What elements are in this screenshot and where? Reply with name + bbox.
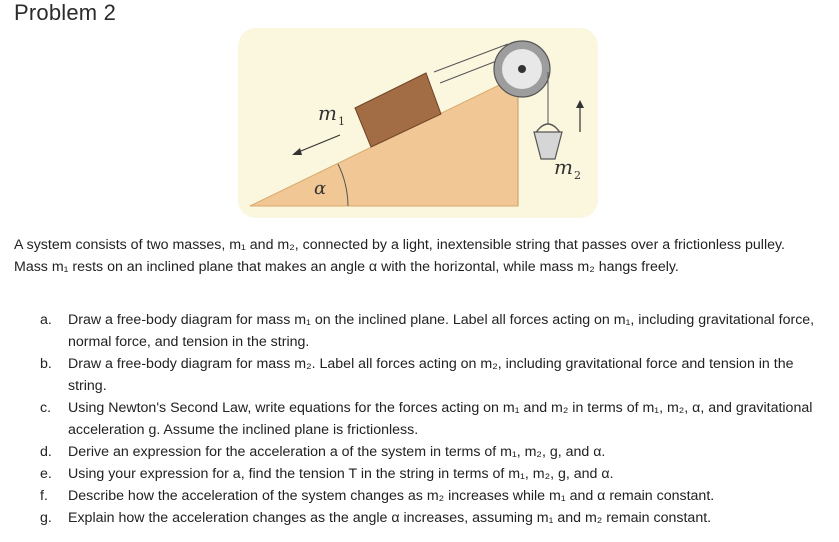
question-item bbox=[40, 441, 830, 463]
question-text: Using Newton's Second Law, write equations for the forces acting on m₁ and m₂ in terms of m₁, m₂, α, and gravitational acceleration g. Assume the inclined plane is frictionless. bbox=[68, 400, 813, 438]
question-letter: d. bbox=[40, 444, 52, 460]
question-letter: a. bbox=[40, 312, 52, 328]
question-letter: b. bbox=[40, 356, 52, 372]
question-text: Describe how the acceleration of the system changes as m₂ increases while m₁ and α remain constant. bbox=[68, 488, 715, 504]
question-text: Draw a free-body diagram for mass m₂. Label all forces acting on m₂, including gravitational force and tension in the string. bbox=[68, 356, 794, 394]
question-letter: f. bbox=[40, 488, 48, 504]
angle-label: α bbox=[314, 178, 327, 199]
mass1-label: $m_1$ bbox=[318, 101, 345, 128]
problem-title: Problem 2 bbox=[14, 0, 117, 25]
question-text: Draw a free-body diagram for mass m₁ on the inclined plane. Label all forces acting on m₁, including gravitational force, normal force, and tension in the string. bbox=[68, 312, 815, 350]
incline-pulley-diagram bbox=[238, 28, 598, 218]
question-item bbox=[40, 485, 830, 507]
question-text: Using your expression for a, find the tension T in the string in terms of m₁, m₂, g, and α. bbox=[68, 466, 614, 482]
question-item bbox=[40, 507, 830, 529]
question-text: Derive an expression for the acceleration a of the system in terms of m₁, m₂, g, and α. bbox=[68, 444, 606, 460]
question-text: Explain how the acceleration changes as the angle α increases, assuming m₁ and m₂ remain constant. bbox=[68, 510, 712, 526]
question-list bbox=[40, 309, 830, 529]
question-letter: e. bbox=[40, 466, 52, 482]
question-letter: c. bbox=[40, 400, 52, 416]
question-item bbox=[40, 463, 830, 485]
mass2-label: $m_2$ bbox=[554, 155, 581, 182]
question-item bbox=[40, 309, 830, 353]
question-item bbox=[40, 397, 830, 441]
question-item bbox=[40, 353, 830, 397]
problem-intro: A system consists of two masses, m₁ and m₂, connected by a light, inextensible string that passes over a frictionless pulley. Mass m₁ rests on an inclined plane that makes an angle α with the horizontal, while mass m₂ hangs freely. bbox=[14, 237, 785, 275]
pulley-axle bbox=[518, 65, 526, 73]
question-letter: g. bbox=[40, 510, 52, 526]
